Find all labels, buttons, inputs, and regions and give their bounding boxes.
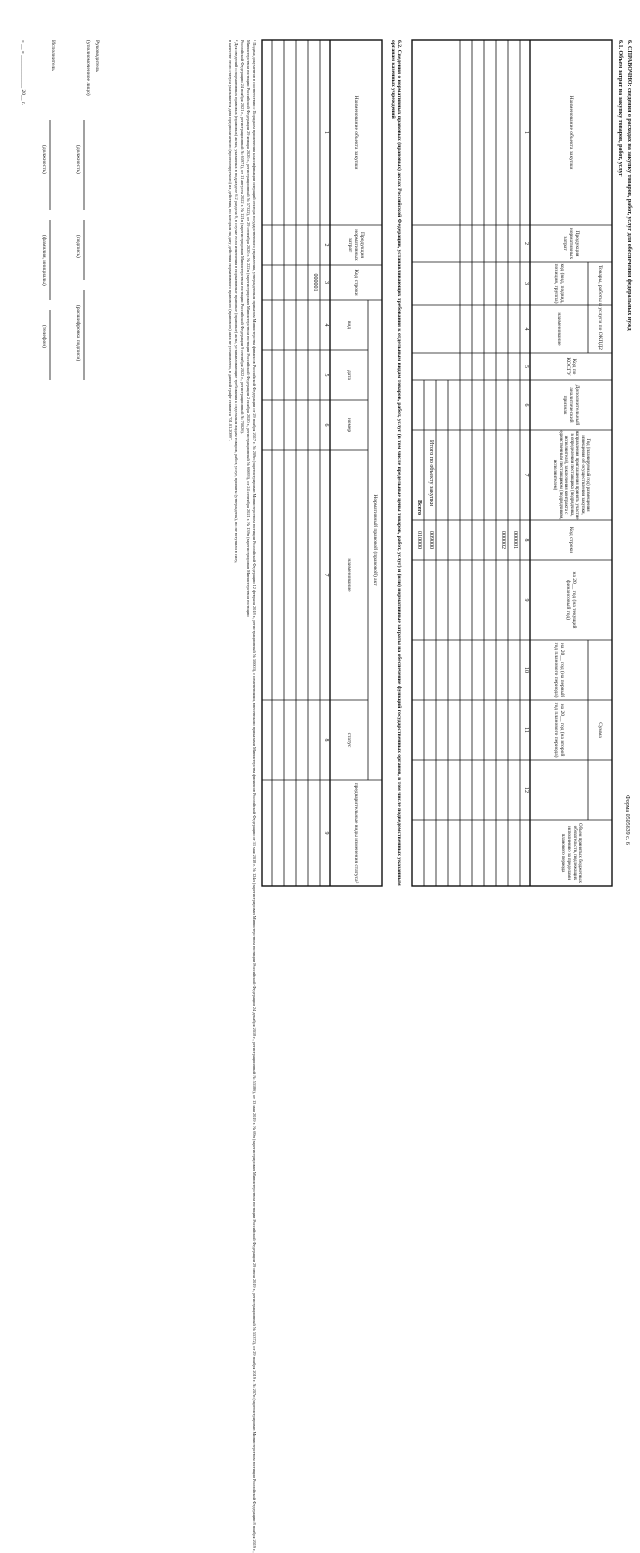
footnote-1: ¹ Подача документов в соответствии с Порядком применения классификации операций сектора государственного управления, утвержденным приказом Министерства финансов Российской Федерации от 29 ноября 2017 г. № 209н (зарегистрирован Министерством юстиции Российской Федерации 12 февраля 2018 г., регистрационный № 50003), с изменениями, внесенными приказами Министерства финансов Российской Федерации от 31 мая 2018 г. № 124н (зарегистрирован Министерством юстиции Российской Федерации 24 декабря 2018 г., регистрационный № 53186), от 13 мая 2019 г. № 69н (зарегистрирован Министерством юстиции Российской Федерации 29 июля 2019 г., регистрационный № 55372), от 29 ноября 2019 г. № 207н (зарегистрирован Министерством юстиции Российской Федерации 8 ноября 2019 г., (252, 40, 257, 1553)
t2-header-name: Наименование объекта закупки (353, 95, 360, 170)
t2-header-foot: предварительные виды изменения статуса² (353, 782, 360, 884)
t2-colnum: 8 (323, 738, 329, 742)
sig-signature: (подпись) (75, 235, 81, 258)
t1-header-name: Наименование объекта закупки (568, 95, 575, 170)
t1-header-sum: Сумма (597, 722, 604, 738)
section6-title: 6. СПРАВОЧНО: сведения о расходах на закупку товаров, работ, услуг для обеспечения федеральных нужд (626, 40, 632, 331)
t2-colnum: 6 (323, 423, 329, 427)
t1-header-year-col9: на 20__ год (на текущий финансовый год) (565, 571, 578, 629)
t1-total-object-code: 009000 (428, 531, 434, 549)
t1-total-code: 010000 (416, 531, 422, 549)
t2-header-number: номер (346, 417, 353, 433)
t2-row-code: 000001 (312, 273, 318, 292)
t2-header-product: Продукция нормативных затрат (346, 229, 366, 261)
footnote-2: ² Для сведений о нормативных правовых (правовых) актах, указанных в подразделе 6.2 раздела 6, в случае если изменения в нормативные правовые (правовые) акты, устанавливающие требования к отдельным видам товаров, работ, услуг, приняты (утверждены), но не вступили в силу, (234, 40, 239, 564)
t1-colnum: 2 (523, 242, 529, 245)
t2-header-line-code: Код строки (353, 269, 360, 296)
t2-header-vid: вид (346, 320, 353, 330)
t1-colnum: 1 (523, 131, 529, 134)
t1-header-okpd-code: код (вид, подвид, позиция, группа) (553, 263, 566, 304)
footnote-1b: Министерством юстиции Российской Федерации 29 января 2020 г., регистрационный № 57322), от 29 сентября 2020 г. № 222н (зарегистрирован Министерством юстиции Российской Федерации 2 ноября 2020 г., регистрационный № 60693), от 24 сентября 2021 г. № 139н (зарегистрирован Министерством юстиции (246, 40, 251, 617)
t2-header-act: Нормативный правовой (правовой) акт (372, 494, 379, 586)
t1-colnum: 11 (523, 727, 529, 733)
sig-date: « __ » ____________ 20__ г. (20, 40, 26, 105)
t1-header-sum-second: на 20__ год (на второй год планового периода) (553, 702, 566, 758)
sig-head-sub: (уполномоченное лицо) (85, 40, 91, 96)
t1-header-okpd: Товары, работы и услуги по ОКПД2 (597, 265, 604, 350)
form-code: Форма 0505639 с. 6 (624, 795, 630, 845)
t1-header-year: Год (планируемый год) размещения извещения об осуществлении закупки, направления приглашения принять участие в определении поставщика (подрядчика, исполнителя), заключения контракта с единственным поставщиком (подрядчиком, исполнителем) (552, 430, 591, 520)
sig-head: Руководитель (94, 40, 100, 72)
t2-colnum: 5 (323, 373, 329, 377)
t2-header-status: статус (346, 732, 353, 748)
t1-colnum: 9 (523, 598, 529, 602)
sig-position: (должность) (75, 145, 81, 174)
t2-colnum: 9 (323, 831, 329, 835)
t1-row-code: 000001 (512, 531, 518, 549)
t2-colnum: 4 (323, 323, 329, 327)
t2-header-date: дата (346, 369, 353, 380)
footnote-1c: Российской Федерации 24 ноября 2021 г., регистрационный № 65971), от 11 августа 2022 г. № 121н (зарегистрирован Министерством юстиции Российской Федерации 9 сентября 2022 г., регистрационный № 70026). (240, 40, 245, 434)
t1-colnum: 10 (523, 667, 529, 673)
t1-row-code: 000002 (500, 531, 506, 549)
t1-colnum: 3 (523, 282, 529, 285)
t1-colnum: 6 (523, 403, 529, 407)
sig-exec-phone: (телефон) (41, 325, 47, 349)
t1-colnum: 8 (523, 538, 529, 542)
t1-total-label: Всего (416, 500, 422, 515)
sig-exec-position: (должность) (41, 145, 47, 174)
sig-exec-fio: (фамилия, инициалы) (41, 235, 47, 286)
t1-header-volume: Объем принятых бюджетных обязательств, подлежащих исполнению за пределами планового периода (560, 823, 583, 883)
footnote-2b: в качестве этого статуса указывается дата предполагаемого (прогнозируемого) их действия, по которым на дату действия нормативного правового (правового) акта не установлено, в данной графе ставится "01.01.2099". (228, 40, 233, 441)
sig-executor: Исполнитель (50, 40, 56, 71)
t1-header-okpd-name: наименование (556, 312, 563, 346)
section62-title: 6.2. Сведения о нормативных правовых (правовых) актах Российской Федерации, устанавливающих требования к отдельным видам товаров, работ, услуг (в том числе предельные цены товаров, работ, услуг) и (или) нормативные затраты на обеспечение функций государственных органов, в том числе подведомственных указанным органам казенных учреждений (389, 40, 402, 886)
sig-fio: (расшифровка подписи) (75, 305, 81, 362)
t2-colnum: 7 (323, 573, 329, 577)
section6-subtitle: 6.1. Объем затрат на закупку товаров, работ, услуг (617, 40, 623, 177)
t1-header-extra: Дополнительный аналитический признак (561, 384, 581, 426)
t1-header-line-code: Код строки (568, 526, 575, 554)
t1-colnum: 7 (523, 473, 529, 477)
t2-colnum: 1 (323, 131, 329, 134)
t1-header-kosgu: Код по КОСГУ (565, 357, 578, 376)
t2-colnum: 2 (323, 243, 329, 247)
t1-header-product: Продукция нормативных затрат (561, 227, 581, 260)
t1-total-object-label: Итого по объекту закупки (428, 440, 434, 507)
t2-colnum: 3 (323, 281, 329, 284)
t1-colnum: 5 (523, 365, 529, 368)
t1-colnum: 4 (523, 327, 529, 331)
t1-header-sum-next: на 20__ год (на первый год планового периода) (553, 642, 566, 698)
t2-header-act-name: наименование (346, 558, 353, 592)
t1-colnum: 12 (523, 787, 529, 793)
